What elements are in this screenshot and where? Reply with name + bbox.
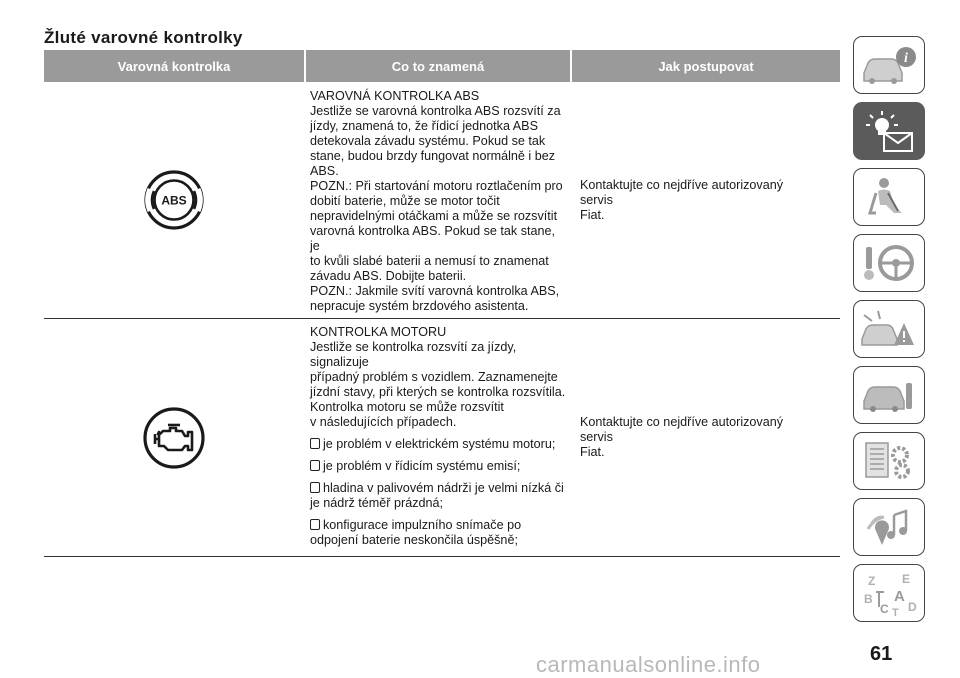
warning-light-message-icon [858,107,920,155]
list-item: konfigurace impulzního snímače po odpojení baterie neskončila úspěšně; [310,518,566,548]
key-steering-wheel-icon [858,239,920,287]
action-cell [570,82,840,318]
text-line: POZN.: Při startování motoru roztlačením pro [310,179,563,193]
tab-emergency[interactable] [853,300,925,358]
svg-text:B: B [864,592,873,606]
table-row [44,319,840,557]
tab-multimedia[interactable] [853,498,925,556]
list-item: je problém v řídicím systému emisí; [310,459,566,474]
text-line: Jestliže se varovná kontrolka ABS rozsvítí za [310,104,561,118]
text-line: varovná kontrolka ABS. Pokud se tak stane, je [310,224,556,253]
tab-safety[interactable] [853,168,925,226]
text-line: detekovala závadu systému. Pokud se tak [310,134,546,148]
tab-index[interactable] [853,564,925,622]
alphabetical-index-icon [858,569,920,617]
text-line: závadu ABS. Dobijte baterii. [310,269,467,283]
text-line: jízdní stavy, při kterých se kontrolka rozsvítila. [310,385,566,399]
checkbox-bullet-icon [310,460,320,471]
svg-text:C: C [880,602,889,616]
warning-light-cell [44,319,304,556]
car-accident-icon [858,305,920,353]
list-item: hladina v palivovém nádrži je velmi nízká či je nádrž téměř prázdná; [310,481,566,511]
list-item: je problém v elektrickém systému motoru; [310,437,566,452]
text-line: to kvůli slabé baterii a nemusí to znamenat [310,254,549,268]
watermark: carmanualsonline.info [536,652,761,677]
seat-safety-icon [858,173,920,221]
svg-text:Z: Z [868,574,876,588]
text-line: v následujících případech. [310,415,457,429]
text-line: dobití baterie, může se motor točit [310,194,500,208]
svg-text:T: T [892,607,899,617]
specifications-icon [858,437,920,485]
svg-text:E: E [902,572,911,586]
table-header [44,50,840,82]
text-line: odpojení baterie neskončila úspěšně; [310,533,518,547]
car-info-icon [858,41,920,89]
text-line: Jestliže se kontrolka rozsvítí za jízdy, signalizuje [310,340,517,369]
text-line: ABS. [310,164,339,178]
text-line: Fiat. [580,445,605,459]
abs-icon-label: ABS [161,193,187,208]
warning-lights-table [44,50,840,557]
abs-warning-icon [141,167,207,233]
checkbox-bullet-icon [310,482,320,493]
warning-light-cell [44,82,304,318]
engine-check-icon [141,405,207,471]
text-line: Kontaktujte co nejdříve autorizovaný servis [580,415,784,444]
tab-car-info[interactable] [853,36,925,94]
multimedia-icon [858,503,920,551]
text-line: Kontaktujte co nejdříve autorizovaný servis [580,177,784,207]
svg-text:i: i [904,51,908,66]
text-line: jízdy, znamená to, že řídicí jednotka ABS [310,119,538,133]
checkbox-bullet-icon [310,438,320,449]
car-service-icon [858,371,920,419]
action-cell [570,319,840,556]
text-line: Fiat. [580,207,605,222]
meaning-cell [304,82,570,318]
text-line: nepravidelnými otáčkami a může se rozsvítit [310,209,558,223]
text-line: je nádrž téměř prázdná; [310,496,444,510]
header-meaning: Co to znamená [304,50,570,82]
text-line: případný problém s vozidlem. Zaznamenejte [310,370,558,384]
header-warning-light: Varovná kontrolka [44,50,304,82]
text-line: stane, budou brzdy fungovat normálně i bez [310,149,556,163]
svg-text:D: D [908,600,917,614]
text-line: VAROVNÁ KONTROLKA ABS [310,89,480,103]
text-line: KONTROLKA MOTORU [310,325,447,339]
tab-maintenance[interactable] [853,366,925,424]
page-title: Žluté varovné kontrolky [44,28,243,47]
header-action: Jak postupovat [570,50,840,82]
text-line: nepracuje systém brzdového asistenta. [310,299,529,313]
meaning-cell [304,319,570,556]
table-row [44,82,840,319]
tab-specifications[interactable] [853,432,925,490]
svg-text:A: A [894,588,905,605]
tab-starting-driving[interactable] [853,234,925,292]
chapter-sidebar [853,36,929,630]
text-line: POZN.: Jakmile svítí varovná kontrolka ABS, [310,284,560,298]
page-number: 61 [870,643,893,665]
tab-warning-lights[interactable] [853,102,925,160]
checkbox-bullet-icon [310,519,320,530]
text-line: Kontrolka motoru se může rozsvítit [310,400,504,414]
